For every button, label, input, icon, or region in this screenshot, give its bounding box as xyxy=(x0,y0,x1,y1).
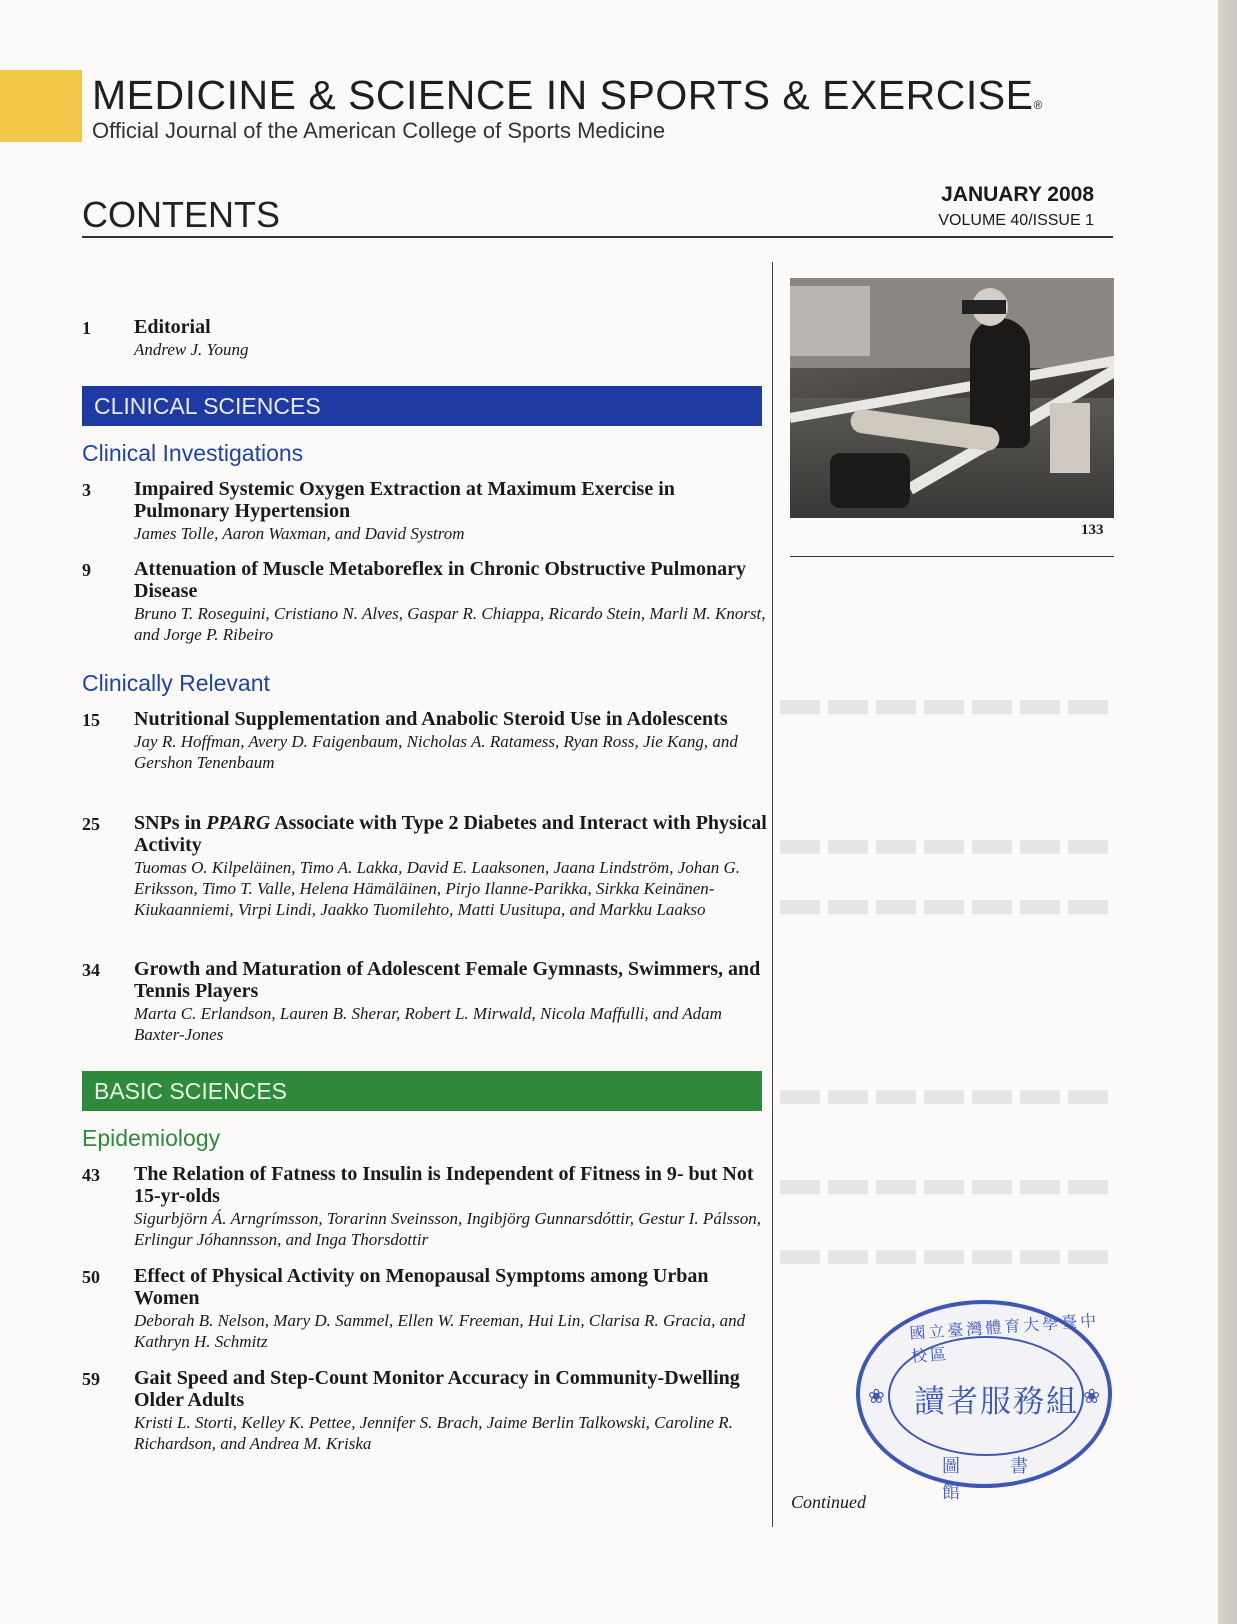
toc-entry[interactable] xyxy=(82,812,772,920)
issue-date: JANUARY 2008 xyxy=(941,183,1094,206)
entry-authors: Jay R. Hoffman, Avery D. Faigenbaum, Nicholas A. Ratamess, Ryan Ross, Jie Kang, and Gershon Tenenbaum xyxy=(134,732,738,772)
stamp-ring-text: 國立臺灣體育大學臺中校區 xyxy=(908,1310,1100,1366)
continued-note: Continued xyxy=(791,1492,866,1512)
entry-page: 34 xyxy=(82,960,100,980)
entry-title: Impaired Systemic Oxygen Extraction at Maximum Exercise in Pulmonary Hypertension xyxy=(134,478,675,522)
show-through xyxy=(780,1250,1110,1264)
photo-page-number: 133 xyxy=(1081,522,1104,538)
entry-page: 59 xyxy=(82,1369,100,1389)
entry-authors: Sigurbjörn Á. Arngrímsson, Torarinn Sveinsson, Ingibjörg Gunnarsdóttir, Gestur I. Pálsson, Erlingur Jóhannsson, and Inga Thorsdottir xyxy=(134,1209,762,1249)
show-through xyxy=(780,1090,1110,1104)
stamp-center-text: 讀者服務組 xyxy=(914,1384,1079,1420)
entry-title: SNPs in PPARG Associate with Type 2 Diabetes and Interact with Physical Activity xyxy=(134,812,767,856)
toc-entry[interactable] xyxy=(82,1367,772,1454)
toc-entry[interactable] xyxy=(82,1265,772,1352)
issue-volume: VOLUME 40/ISSUE 1 xyxy=(938,212,1094,229)
entry-page: 50 xyxy=(82,1267,100,1287)
registered-mark: ® xyxy=(1033,98,1043,112)
entry-title: Attenuation of Muscle Metaboreflex in Chronic Obstructive Pulmonary Disease xyxy=(134,558,746,602)
entry-page: 43 xyxy=(82,1165,100,1185)
header-rule xyxy=(82,236,1113,238)
entry-authors: Tuomas O. Kilpeläinen, Timo A. Lakka, David E. Laaksonen, Jaana Lindström, Johan G. Eriksson, Timo T. Valle, Helena Hämäläinen, Pirjo Ilanne-Parikka, Sirkka Keinänen-Kiukaanniemi, Virpi Lindi, Jaakko Tuomilehto, Matti Uusitupa, and Markku Laakso xyxy=(134,858,741,919)
subheading-clinically-relevant: Clinically Relevant xyxy=(82,670,270,696)
entry-title: Gait Speed and Step-Count Monitor Accuracy in Community-Dwelling Older Adults xyxy=(134,1367,740,1411)
stamp-bottom-text: 圖書館 xyxy=(942,1456,1078,1503)
cover-photo xyxy=(790,278,1114,518)
photo-rule xyxy=(790,556,1114,557)
entry-page: 15 xyxy=(82,710,100,730)
entry-authors: Bruno T. Roseguini, Cristiano N. Alves, Gaspar R. Chiappa, Ricardo Stein, Marli M. Knorst, and Jorge P. Ribeiro xyxy=(134,604,766,644)
contents-heading: CONTENTS xyxy=(82,194,280,235)
toc-entry[interactable] xyxy=(82,708,772,773)
entry-authors: Kristi L. Storti, Kelley K. Pettee, Jennifer S. Brach, Jaime Berlin Talkowski, Caroline R. Richardson, and Andrea M. Kriska xyxy=(134,1413,733,1453)
entry-page: 1 xyxy=(82,318,91,338)
toc-entry[interactable] xyxy=(82,958,772,1045)
show-through xyxy=(780,1180,1110,1194)
flower-icon: ❀ xyxy=(1083,1386,1100,1408)
entry-page: 25 xyxy=(82,814,100,834)
entry-authors: James Tolle, Aaron Waxman, and David Systrom xyxy=(134,524,465,543)
show-through xyxy=(780,840,1110,854)
column-divider xyxy=(772,262,773,1527)
entry-page: 9 xyxy=(82,560,91,580)
entry-title: Growth and Maturation of Adolescent Female Gymnasts, Swimmers, and Tennis Players xyxy=(134,958,761,1002)
entry-authors: Deborah B. Nelson, Mary D. Sammel, Ellen W. Freeman, Hui Lin, Clarisa R. Gracia, and Kathryn H. Schmitz xyxy=(134,1311,746,1351)
toc-entry[interactable] xyxy=(82,558,772,645)
entry-title: Effect of Physical Activity on Menopausal Symptoms among Urban Women xyxy=(134,1265,709,1309)
entry-authors: Andrew J. Young xyxy=(134,340,249,359)
show-through xyxy=(780,700,1110,714)
flower-icon: ❀ xyxy=(868,1386,885,1408)
toc-entry[interactable] xyxy=(82,1163,772,1250)
library-stamp xyxy=(856,1300,1112,1503)
entry-authors: Marta C. Erlandson, Lauren B. Sherar, Robert L. Mirwald, Nicola Maffulli, and Adam Baxter-Jones xyxy=(134,1004,722,1044)
entry-title: The Relation of Fatness to Insulin is Independent of Fitness in 9- but Not 15-yr-olds xyxy=(134,1163,754,1207)
toc-entry-editorial[interactable] xyxy=(82,316,772,360)
entry-page: 3 xyxy=(82,480,91,500)
toc-entry[interactable] xyxy=(82,478,772,544)
journal-subtitle: Official Journal of the American College of Sports Medicine xyxy=(92,118,666,143)
header-accent-bar xyxy=(0,70,82,142)
journal-title: MEDICINE & SCIENCE IN SPORTS & EXERCISE® xyxy=(92,72,1043,118)
entry-title: Editorial xyxy=(134,316,211,338)
section-clinical-sciences: CLINICAL SCIENCES xyxy=(82,386,762,426)
section-basic-sciences: BASIC SCIENCES xyxy=(82,1071,762,1111)
subheading-epidemiology: Epidemiology xyxy=(82,1125,221,1151)
show-through xyxy=(780,900,1110,914)
entry-title: Nutritional Supplementation and Anabolic Steroid Use in Adolescents xyxy=(134,708,728,730)
binding-spine xyxy=(1218,0,1237,1624)
subheading-clinical-investigations: Clinical Investigations xyxy=(82,440,304,466)
